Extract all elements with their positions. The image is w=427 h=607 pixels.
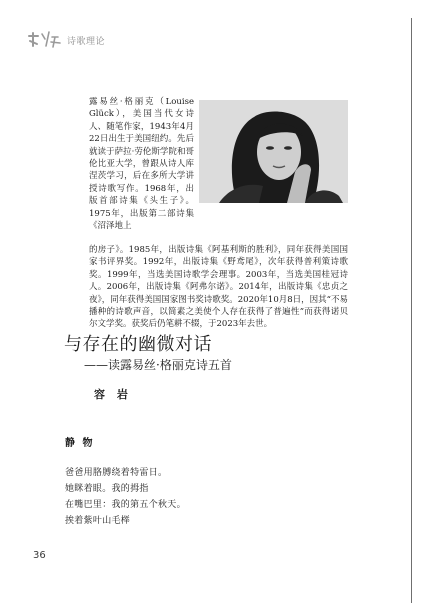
poem-title: 静 物 xyxy=(65,438,95,449)
author-name: 容 岩 xyxy=(94,388,132,401)
article-title: 与存在的幽微对话 xyxy=(64,334,212,355)
poem-body xyxy=(65,465,186,529)
poem-line: 爸爸用胳膊绕着特雷日。 xyxy=(65,468,168,478)
article-subtitle: ——读露易丝·格丽克诗五首 xyxy=(84,358,232,372)
poem-line: 挨着紫叶山毛榉 xyxy=(65,516,131,526)
page-number: 36 xyxy=(33,550,46,561)
poem-line: 她眯着眼。我的拇指 xyxy=(65,484,149,494)
page-edge-rule xyxy=(411,18,412,603)
section-label: 诗歌理论 xyxy=(67,36,106,47)
bio-continued: 的房子》。1985年，出版诗集《阿基利斯的胜利》，同年获得美国国家书评界奖。1992年，出版诗集《野鸢尾》，次年获得普利策诗歌奖。1999年，当选美国诗歌学会理事。2003年，当选美国桂冠诗人。2006年，出版诗集《阿弗尔诺》。2014年，出版诗集《忠贞之夜》，同年获得美国国家图书奖诗歌奖。2020年10月8日，因其“不易播种的诗歌声音，以简素之美使个人存在获得了普遍性”而获得诺贝尔文学奖。获奖后仍笔耕不辍，于2023年去世。 xyxy=(89,245,348,330)
bio-intro: 露易丝·格丽克（Louise Glück），美国当代女诗人、随笔作家，1943年4月22日出生于美国纽约。先后就读于萨拉·劳伦斯学院和哥伦比亚大学，曾跟从诗人库涅茨学习，后在多所大学讲授诗歌写作。1968年，出版首部诗集《头生子》。1975年，出版第二部诗集《沼泽地上 xyxy=(89,97,194,232)
journal-logo-mark xyxy=(27,30,63,50)
running-header xyxy=(27,30,105,50)
poem-line: 在嘴巴里：我的第五个秋天。 xyxy=(65,500,186,510)
portrait-photo xyxy=(199,100,348,203)
